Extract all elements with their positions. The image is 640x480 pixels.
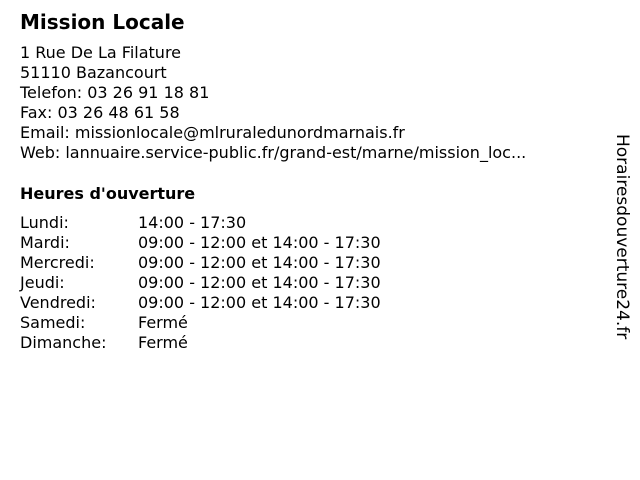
day-label: Dimanche:	[20, 333, 107, 352]
phone-number: Telefon: 03 26 91 18 81	[20, 83, 210, 102]
day-label: Jeudi:	[20, 273, 65, 292]
hours-row-friday	[20, 293, 381, 313]
day-label: Lundi:	[20, 213, 69, 232]
hours-row-sunday	[20, 333, 381, 353]
opening-hours-heading: Heures d'ouverture	[20, 184, 196, 203]
hours-row-wednesday	[20, 253, 381, 273]
hours-row-monday	[20, 213, 381, 233]
day-label: Mercredi:	[20, 253, 95, 272]
hours-row-tuesday	[20, 233, 381, 253]
site-watermark	[604, 134, 640, 346]
fax-number: Fax: 03 26 48 61 58	[20, 103, 180, 122]
website-url: Web: lannuaire.service-public.fr/grand-est/marne/mission_loc...	[20, 143, 527, 162]
day-label: Vendredi:	[20, 293, 96, 312]
day-hours: 09:00 - 12:00 et 14:00 - 17:30	[138, 293, 381, 312]
hours-row-saturday	[20, 313, 381, 333]
hours-row-thursday	[20, 273, 381, 293]
contact-details	[20, 43, 526, 163]
page-title: Mission Locale	[20, 10, 185, 34]
day-label: Mardi:	[20, 233, 70, 252]
watermark-text: Horairesdouverture24.fr	[612, 134, 632, 340]
day-hours: Fermé	[138, 333, 188, 352]
day-label: Samedi:	[20, 313, 86, 332]
email-address: Email: missionlocale@mlruraledunordmarnais.fr	[20, 123, 405, 142]
address-street: 1 Rue De La Filature	[20, 43, 182, 62]
day-hours: 09:00 - 12:00 et 14:00 - 17:30	[138, 273, 381, 292]
address-city: 51110 Bazancourt	[20, 63, 167, 82]
day-hours: 09:00 - 12:00 et 14:00 - 17:30	[138, 253, 381, 272]
opening-hours-table	[20, 213, 381, 353]
day-hours: 09:00 - 12:00 et 14:00 - 17:30	[138, 233, 381, 252]
day-hours: Fermé	[138, 313, 188, 332]
day-hours: 14:00 - 17:30	[138, 213, 247, 232]
